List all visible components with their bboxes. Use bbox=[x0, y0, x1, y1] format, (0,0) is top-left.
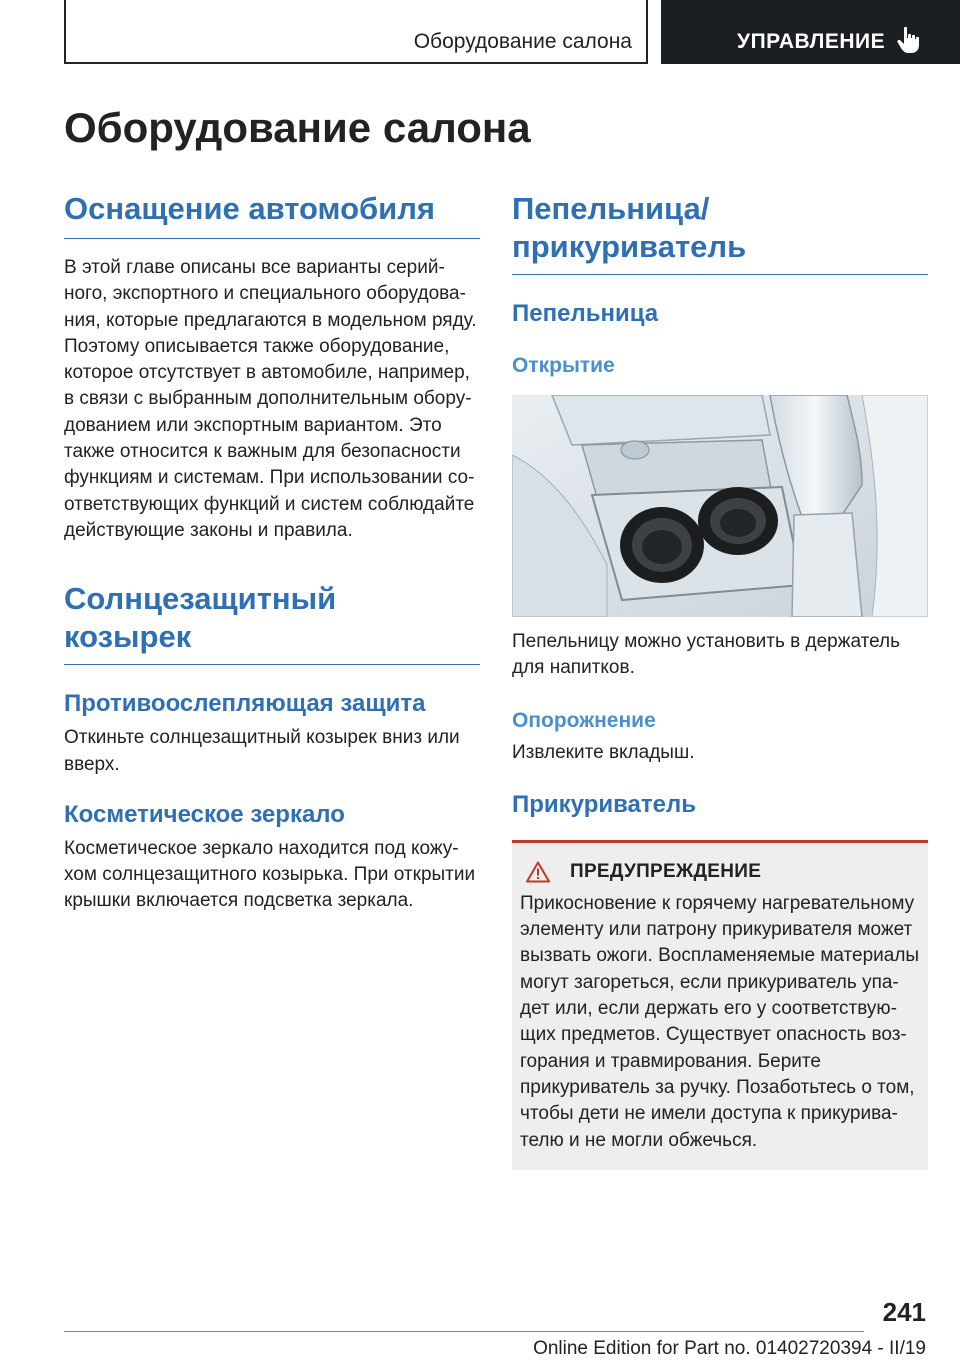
ashtray-lighter-heading bbox=[512, 190, 928, 275]
text-line: щих предметов. Существует опасность воз- bbox=[520, 1024, 907, 1046]
ashtray-lighter-heading-line1: Пепельница/ bbox=[512, 191, 710, 226]
lighter-heading: Прикуриватель bbox=[512, 790, 697, 818]
equipment-heading: Оснащение автомобиля bbox=[64, 190, 480, 239]
emptying-heading: Опорожнение bbox=[512, 708, 656, 732]
header-section-box bbox=[64, 0, 648, 64]
ashtray-lighter-heading-line2: прикуриватель bbox=[512, 229, 747, 264]
visor-heading bbox=[64, 580, 480, 665]
text-line: вверх. bbox=[64, 753, 120, 775]
text-line: дет или, если держать его у соответствую- bbox=[520, 998, 897, 1020]
opening-heading: Открытие bbox=[512, 354, 615, 377]
header-chapter-title: УПРАВЛЕНИЕ bbox=[737, 30, 886, 53]
emptying-text: Извлеките вкладыш. bbox=[512, 741, 695, 763]
warning-triangle-icon bbox=[526, 861, 550, 883]
text-line: ния, которые предлагаются в модельном ряду. bbox=[64, 309, 477, 331]
text-line: вызвать ожоги. Воспламеняемые материалы bbox=[520, 945, 920, 967]
text-line: чтобы дети не имели доступа к прикурива- bbox=[520, 1103, 898, 1125]
text-line: элементу или патрону прикуривателя может bbox=[520, 919, 913, 941]
right-column bbox=[512, 190, 928, 1170]
text-line: Пепельницу можно установить в держатель bbox=[512, 631, 901, 652]
hand-pointer-icon bbox=[897, 26, 921, 54]
text-line: Косметическое зеркало находится под кожу- bbox=[64, 837, 459, 859]
opening-caption bbox=[512, 629, 928, 682]
text-line: могут загореться, если прикуриватель упа- bbox=[520, 971, 899, 993]
header-chapter-tab bbox=[661, 0, 960, 64]
header-section-title: Оборудование салона bbox=[413, 30, 632, 53]
text-line: крышки включается подсветка зеркала. bbox=[64, 890, 414, 912]
text-line: Поэтому описывается также оборудование, bbox=[64, 335, 450, 357]
warning-title: ПРЕДУПРЕЖДЕНИЕ bbox=[570, 860, 762, 882]
text-line: также относится к важным для безопасности bbox=[64, 441, 461, 463]
page-number: 241 bbox=[882, 1297, 926, 1327]
text-line: Откиньте солнцезащитный козырек вниз или bbox=[64, 727, 460, 749]
visor-heading-line2: козырек bbox=[64, 619, 192, 655]
left-column bbox=[64, 190, 480, 915]
text-line: для напитков. bbox=[512, 657, 635, 679]
text-line: телю и не могли обжечься. bbox=[520, 1129, 758, 1151]
glare-heading: Противоослепляющая защита bbox=[64, 690, 426, 718]
ashtray-cupholder-illustration bbox=[512, 395, 928, 617]
text-line: ного, экспортного и специального оборудова- bbox=[64, 283, 466, 305]
ashtray-heading: Пепельница bbox=[512, 300, 659, 327]
glare-text bbox=[64, 725, 480, 778]
text-line: В этой главе описаны все варианты серий- bbox=[64, 257, 445, 278]
mirror-heading: Косметическое зеркало bbox=[64, 800, 345, 828]
text-line: горания и травмирования. Берите bbox=[520, 1050, 821, 1072]
warning-header bbox=[526, 861, 920, 883]
text-line: прикуриватель за ручку. Позаботьтесь о том, bbox=[520, 1076, 915, 1098]
mirror-text bbox=[64, 836, 480, 915]
text-line: функциям и системам. При использовании со- bbox=[64, 467, 475, 489]
warning-box bbox=[512, 840, 928, 1170]
warning-text bbox=[520, 891, 920, 1154]
text-line: ответствующих функций и систем соблюдайте bbox=[64, 493, 475, 515]
text-line: в связи с выбранным дополнительным обору- bbox=[64, 388, 472, 410]
text-line: хом солнцезащитного козырька. При открытии bbox=[64, 864, 476, 886]
text-line: Прикосновение к горячему нагревательному bbox=[520, 892, 915, 914]
text-line: действующие законы и правила. bbox=[64, 519, 353, 541]
text-line: которое отсутствует в автомобиле, например, bbox=[64, 362, 470, 384]
text-line: дованием или экспортным вариантом. Это bbox=[64, 414, 442, 436]
footer-divider bbox=[64, 1331, 864, 1332]
page-title: Оборудование салона bbox=[64, 104, 531, 151]
equipment-text bbox=[64, 255, 480, 544]
edition-text: Online Edition for Part no. 01402720394 - II/19 bbox=[533, 1338, 926, 1359]
visor-heading-line1: Солнцезащитный bbox=[64, 581, 337, 617]
